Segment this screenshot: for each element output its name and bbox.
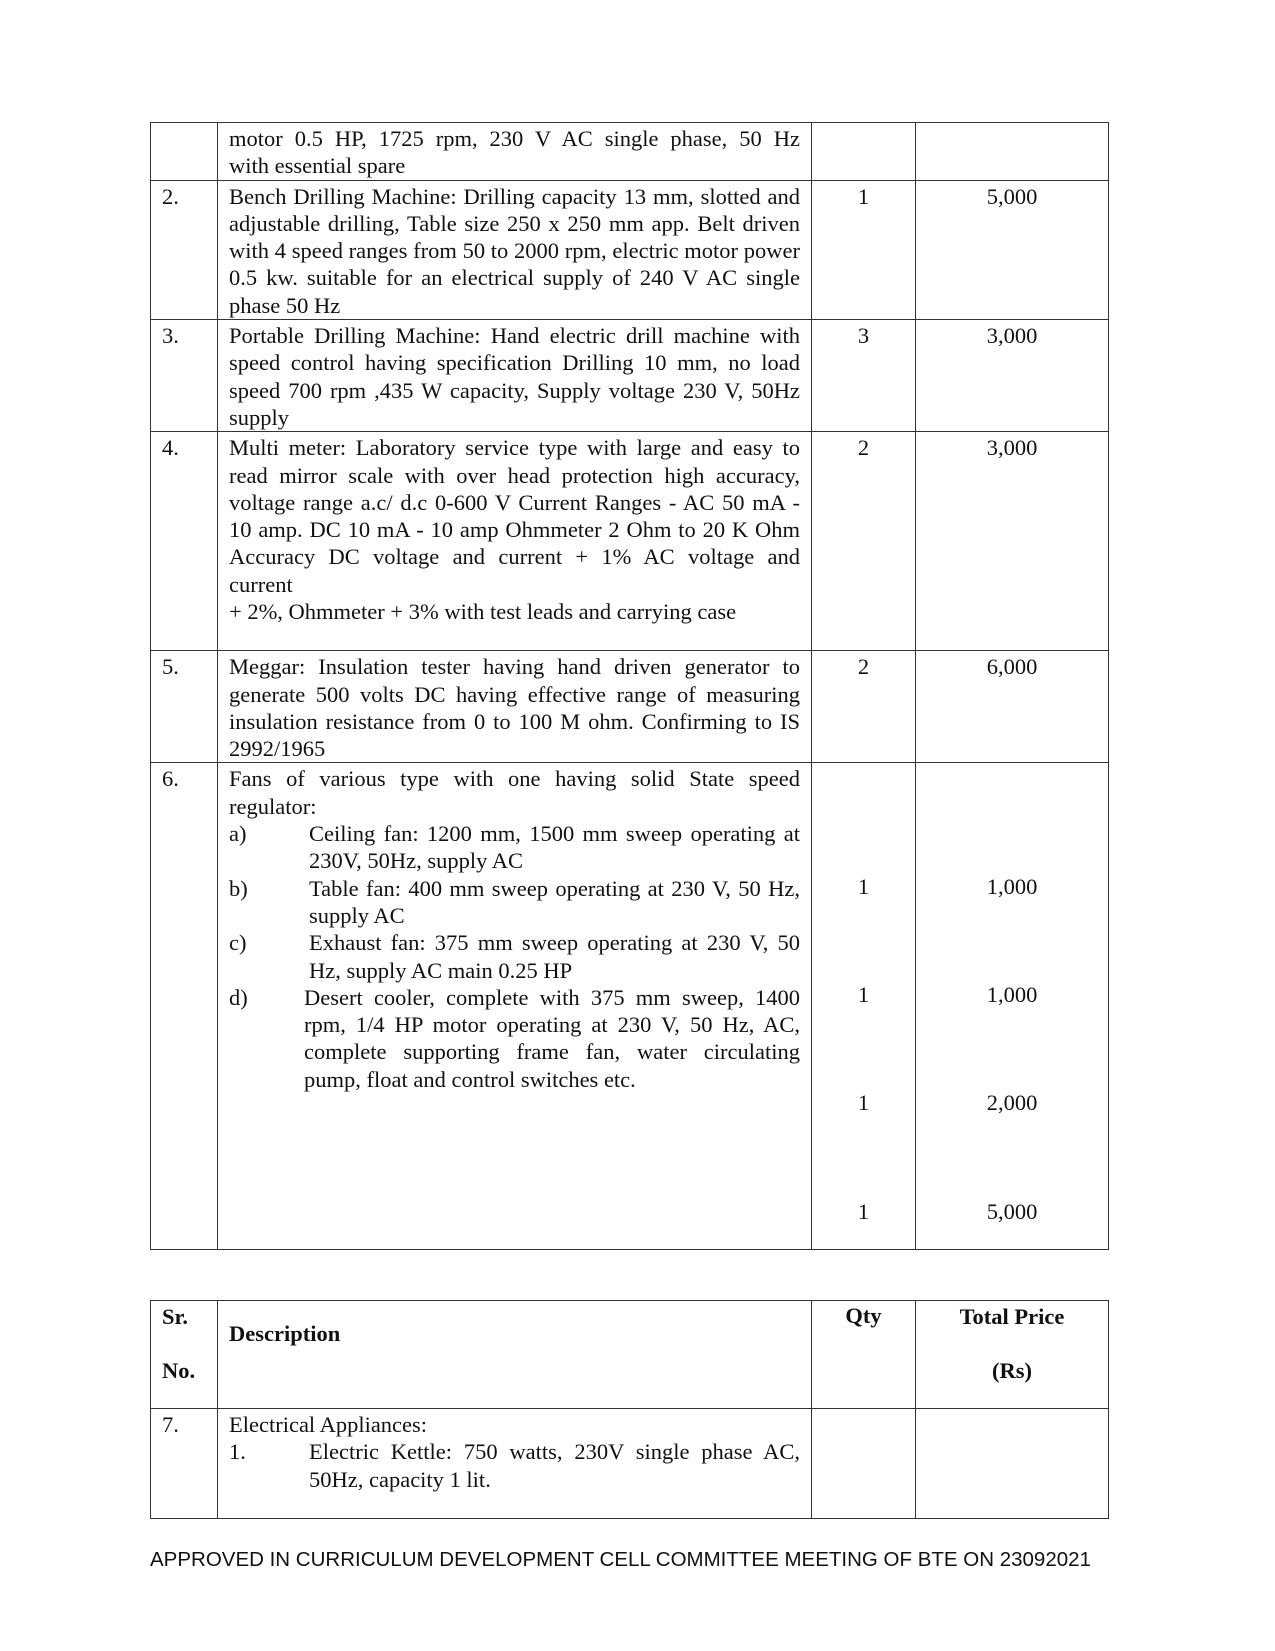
list-item: [229, 929, 800, 984]
header-sr-line: Sr.: [162, 1304, 189, 1329]
description-line: with essential spare: [229, 153, 406, 179]
description-cell: Bench Drilling Machine: Drilling capacity 13 mm, slotted and adjustable drilling, Table size 250 x 250 mm app. Belt driven with 4 speed ranges from 50 to 2000 rpm, electric motor power 0.5 kw. suitable for an electrical supply of 240 V AC single phase 50 Hz: [218, 180, 812, 319]
page-footer: APPROVED IN CURRICULUM DEVELOPMENT CELL COMMITTEE MEETING OF BTE ON 23092021: [150, 1548, 1091, 1571]
description-text-extra: + 2%, Ohmmeter + 3% with test leads and carrying case: [229, 599, 737, 625]
header-total-price: [916, 1301, 1109, 1409]
description-cell: [218, 432, 812, 651]
qty-value: 1: [857, 982, 870, 1008]
list-item-label: a): [229, 821, 247, 847]
price-cell: 6,000: [916, 651, 1109, 763]
sr-cell: 6.: [151, 763, 218, 1250]
description-text: Fans of various type with one having solid State speed regulator:: [229, 766, 800, 819]
table-header-row: [151, 1301, 1109, 1409]
description-cell: [218, 763, 812, 1250]
price-cell: 3,000: [916, 432, 1109, 651]
qty-cell: 3: [812, 320, 916, 432]
header-price-unit: (Rs): [992, 1358, 1032, 1383]
list-item: [229, 875, 800, 930]
appliances-table: [150, 1300, 1109, 1519]
header-no-line: No.: [162, 1358, 196, 1383]
qty-cell: [812, 123, 916, 181]
list-item-text: Exhaust fan: 375 mm sweep operating at 230 V, 50 Hz, supply AC main 0.25 HP: [309, 930, 800, 983]
qty-cell: [812, 763, 916, 1250]
list-item-text: Ceiling fan: 1200 mm, 1500 mm sweep operating at 230V, 50Hz, supply AC: [309, 821, 800, 874]
table-row: [151, 320, 1109, 432]
sr-cell: 5.: [151, 651, 218, 763]
list-item-text: Electric Kettle: 750 watts, 230V single phase AC, 50Hz, capacity 1 lit.: [309, 1439, 800, 1492]
header-price-line: Total Price: [959, 1304, 1065, 1329]
description-cell: Portable Drilling Machine: Hand electric drill machine with speed control having specification Drilling 10 mm, no load speed 700 rpm ,435 W capacity, Supply voltage 230 V, 50Hz supply: [218, 320, 812, 432]
list-item-text: Desert cooler, complete with 375 mm sweep, 1400 rpm, 1/4 HP motor operating at 230 V, 50 Hz, AC, complete supporting frame fan, water circulating pump, float and control switches etc.: [304, 984, 800, 1092]
list-item-label: 1.: [229, 1439, 246, 1465]
list-item: [229, 1438, 800, 1493]
sr-cell: 4.: [151, 432, 218, 651]
list-item: [229, 984, 800, 1093]
price-cell: [916, 763, 1109, 1250]
description-title: Electrical Appliances:: [229, 1412, 428, 1437]
description-cell: [218, 1409, 812, 1519]
sr-cell: 7.: [151, 1409, 218, 1519]
description-text: Multi meter: Laboratory service type with large and easy to read mirror scale with over head protection high accuracy, voltage range a.c/ d.c 0-600 V Current Ranges - AC 50 mA - 10 amp. DC 10 mA - 10 amp Ohmmeter 2 Ohm to 20 K Ohm Accuracy DC voltage and current + 1% AC voltage and current: [229, 435, 800, 597]
qty-cell: 1: [812, 180, 916, 319]
table-row: [151, 651, 1109, 763]
price-value: 1,000: [986, 874, 1038, 900]
table-row: [151, 763, 1109, 1250]
table-row: [151, 180, 1109, 319]
qty-value: 1: [857, 1090, 870, 1116]
table-row: [151, 123, 1109, 181]
price-cell: [916, 123, 1109, 181]
list-item: [229, 820, 800, 875]
header-qty: Qty: [812, 1301, 916, 1409]
sr-cell: 3.: [151, 320, 218, 432]
equipment-table: [150, 122, 1109, 1250]
qty-cell: 2: [812, 432, 916, 651]
list-item-label: d): [229, 984, 248, 1010]
price-value: 1,000: [986, 982, 1038, 1008]
price-value: 5,000: [986, 1199, 1038, 1225]
price-cell: [916, 1409, 1109, 1519]
header-description: Description: [218, 1301, 812, 1409]
description-cell: Meggar: Insulation tester having hand driven generator to generate 500 volts DC having effective range of measuring insulation resistance from 0 to 100 M ohm. Confirming to IS 2992/1965: [218, 651, 812, 763]
price-cell: 3,000: [916, 320, 1109, 432]
sr-cell: [151, 123, 218, 181]
qty-cell: [812, 1409, 916, 1519]
table-row: [151, 432, 1109, 651]
qty-value: 1: [857, 874, 870, 900]
description-cell: [218, 123, 812, 181]
list-item-label: c): [229, 930, 247, 956]
list-item-text: Table fan: 400 mm sweep operating at 230 V, 50 Hz, supply AC: [309, 875, 800, 928]
table-row: [151, 1409, 1109, 1519]
qty-value: 1: [857, 1199, 870, 1225]
price-cell: 5,000: [916, 180, 1109, 319]
list-item-label: b): [229, 875, 248, 901]
sr-cell: 2.: [151, 180, 218, 319]
price-value: 2,000: [986, 1090, 1038, 1116]
qty-cell: 2: [812, 651, 916, 763]
description-line: motor 0.5 HP, 1725 rpm, 230 V AC single phase, 50 Hz: [229, 126, 800, 151]
header-sr-no: [151, 1301, 218, 1409]
